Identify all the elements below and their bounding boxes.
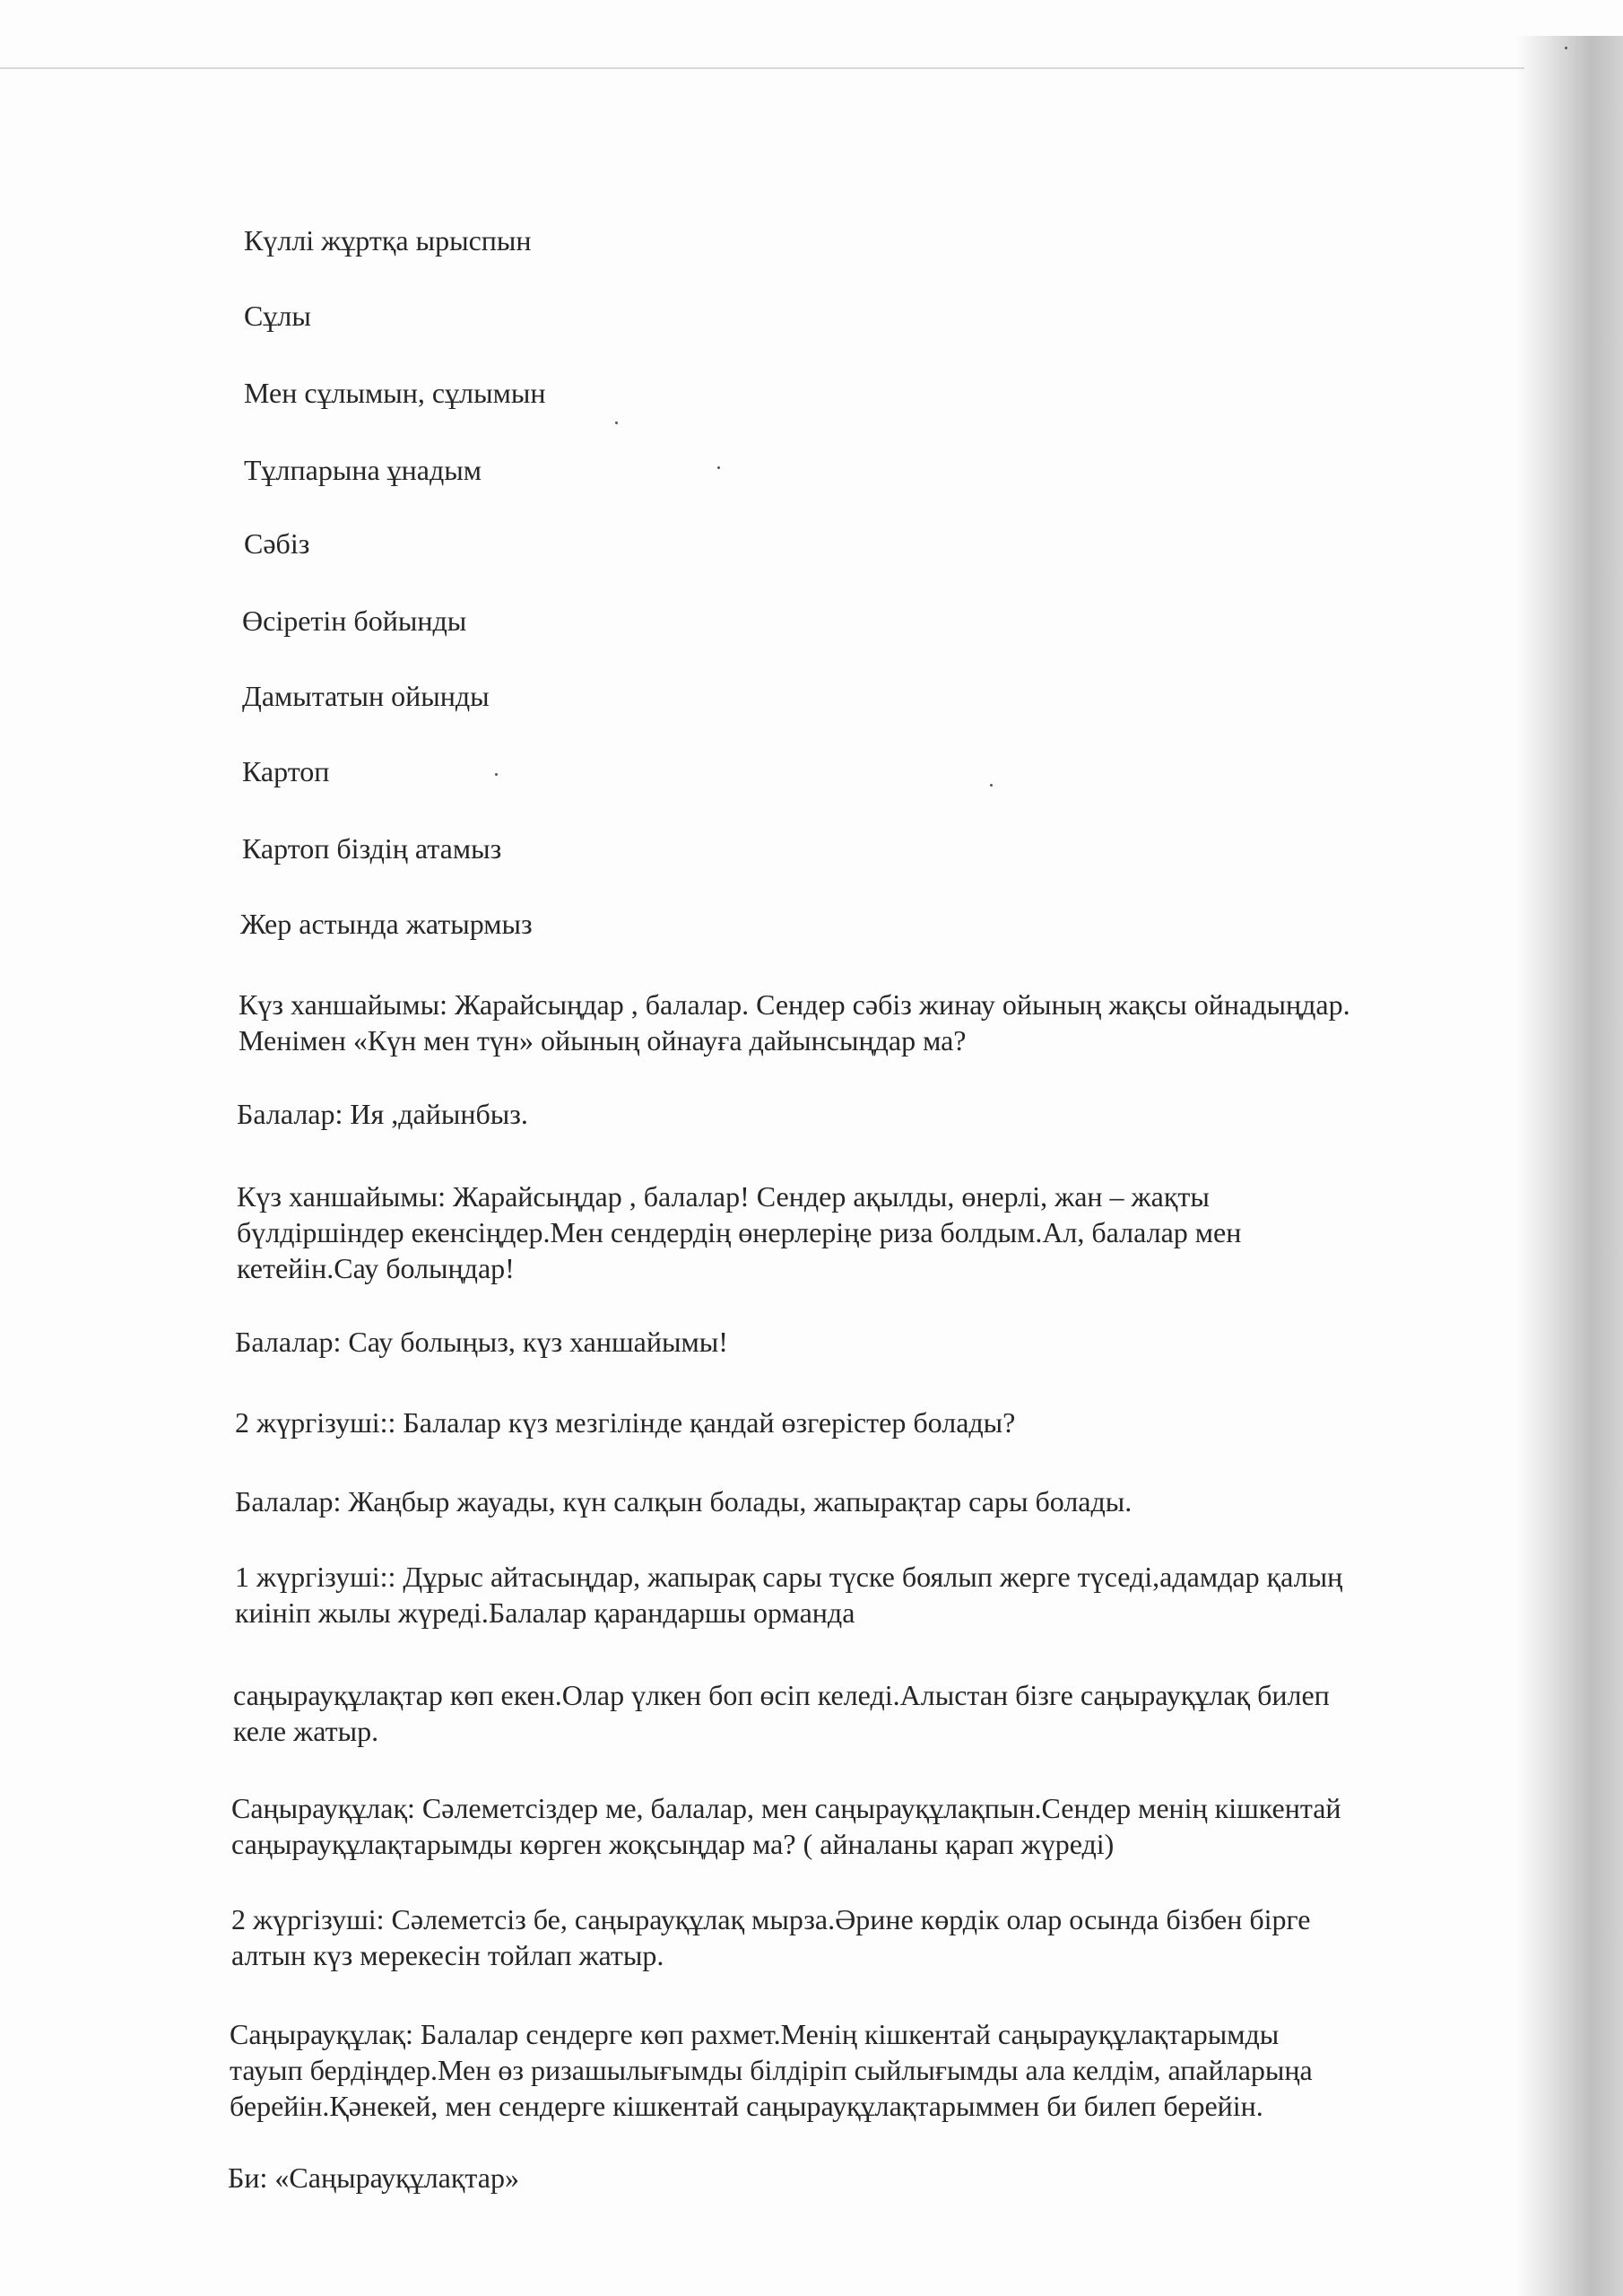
scan-top-edge <box>0 67 1524 69</box>
scan-speck <box>615 422 618 424</box>
paragraph-line: Саңырауқұлақ: Сәлеметсіздер ме, балалар, мен саңырауқұлақпын.Сендер менің кішкентай <box>231 1792 1341 1824</box>
poem-line: Тұлпарына ұнадым <box>244 454 482 486</box>
scan-speck <box>1565 47 1567 49</box>
dance-title <box>228 2160 519 2196</box>
poem-line: Күллі жұртқа ырыспын <box>244 224 532 257</box>
dialogue-paragraph <box>230 2016 1313 2124</box>
dialogue-paragraph <box>233 1677 1330 1749</box>
paragraph-line: алтын күз мерекесін тойлап жатыр. <box>231 1939 664 1971</box>
dialogue-paragraph <box>235 1405 1015 1440</box>
dialogue-paragraph <box>235 1483 1132 1519</box>
paragraph-line: киініп жылы жүреді.Балалар қарандаршы орманда <box>235 1596 855 1629</box>
scan-right-edge-shadow <box>1515 36 1623 2296</box>
poem-line: Дамытатын ойынды <box>242 680 490 712</box>
scan-speck <box>990 784 993 787</box>
paragraph-line: 2 жүргізуші:: Балалар күз мезгілінде қандай өзгерістер болады? <box>235 1406 1016 1439</box>
dialogue-paragraph <box>235 1324 728 1360</box>
paragraph-line: кетейін.Сау болыңдар! <box>237 1252 515 1284</box>
paragraph-line: Менімен «Күн мен түн» ойының ойнауға дайынсыңдар ма? <box>239 1024 967 1057</box>
poem-line: Өсіретін бойынды <box>242 604 467 637</box>
paragraph-line: Күз ханшайымы: Жарайсыңдар , балалар. Сендер сәбіз жинау ойының жақсы ойнадыңдар. <box>239 988 1350 1021</box>
paragraph-line: 2 жүргізуші: Сәлеметсіз бе, саңырауқұлақ мырза.Әрине көрдік олар осында бізбен бірге <box>231 1903 1311 1935</box>
scan-speck <box>495 773 498 776</box>
paragraph-line: саңырауқұлақтар көп екен.Олар үлкен боп өсіп келеді.Алыстан бізге саңырауқұлақ билеп <box>233 1679 1330 1711</box>
poem-line: Сұлы <box>244 300 311 332</box>
paragraph-line: бүлдіршіндер екенсіңдер.Мен сендердің өнерлеріңе риза болдым.Ал, балалар мен <box>237 1216 1242 1248</box>
paragraph-line: 1 жүргізуші:: Дұрыс айтасыңдар, жапырақ сары түске боялып жерге түседі,адамдар қалың <box>235 1561 1343 1593</box>
dialogue-paragraph <box>237 1178 1241 1286</box>
paragraph-line: Балалар: Сау болыңыз, күз ханшайымы! <box>235 1326 728 1358</box>
dialogue-paragraph <box>231 1901 1310 1973</box>
paragraph-line: Балалар: Ия ,дайынбыз. <box>237 1098 528 1130</box>
paragraph-line: Саңырауқұлақ: Балалар сендерге көп рахмет.Менің кішкентай саңырауқұлақтарымды <box>230 2018 1280 2050</box>
poem-line: Картоп біздің атамыз <box>242 832 502 865</box>
poem-line: Картоп <box>242 755 330 787</box>
scan-speck <box>717 466 720 469</box>
dialogue-paragraph <box>237 1096 528 1132</box>
poem-line: Жер астында жатырмыз <box>240 908 533 940</box>
paragraph-line: келе жатыр. <box>233 1715 379 1747</box>
dialogue-paragraph <box>239 987 1350 1058</box>
dialogue-paragraph <box>235 1559 1342 1631</box>
paragraph-line: тауып бердіңдер.Мен өз ризашылығымды білдіріп сыйлығымды ала келдім, апайларыңа <box>230 2054 1313 2086</box>
paragraph-line: Күз ханшайымы: Жарайсыңдар , балалар! Сендер ақылды, өнерлі, жан – жақты <box>237 1180 1210 1213</box>
paragraph-line: саңырауқұлақтарымды көрген жоқсыңдар ма? ( айналаны қарап жүреді) <box>231 1828 1115 1860</box>
poem-line: Сәбіз <box>244 527 310 560</box>
dialogue-paragraph <box>231 1790 1341 1862</box>
paragraph-line: берейін.Қәнекей, мен сендерге кішкентай саңырауқұлақтарыммен би билеп берейін. <box>230 2090 1263 2122</box>
paragraph-line: Балалар: Жаңбыр жауады, күн салқын болады, жапырақтар сары болады. <box>235 1485 1133 1518</box>
paragraph-line: Би: «Саңырауқұлақтар» <box>228 2161 519 2194</box>
poem-line: Мен сұлымын, сұлымын <box>244 377 546 409</box>
